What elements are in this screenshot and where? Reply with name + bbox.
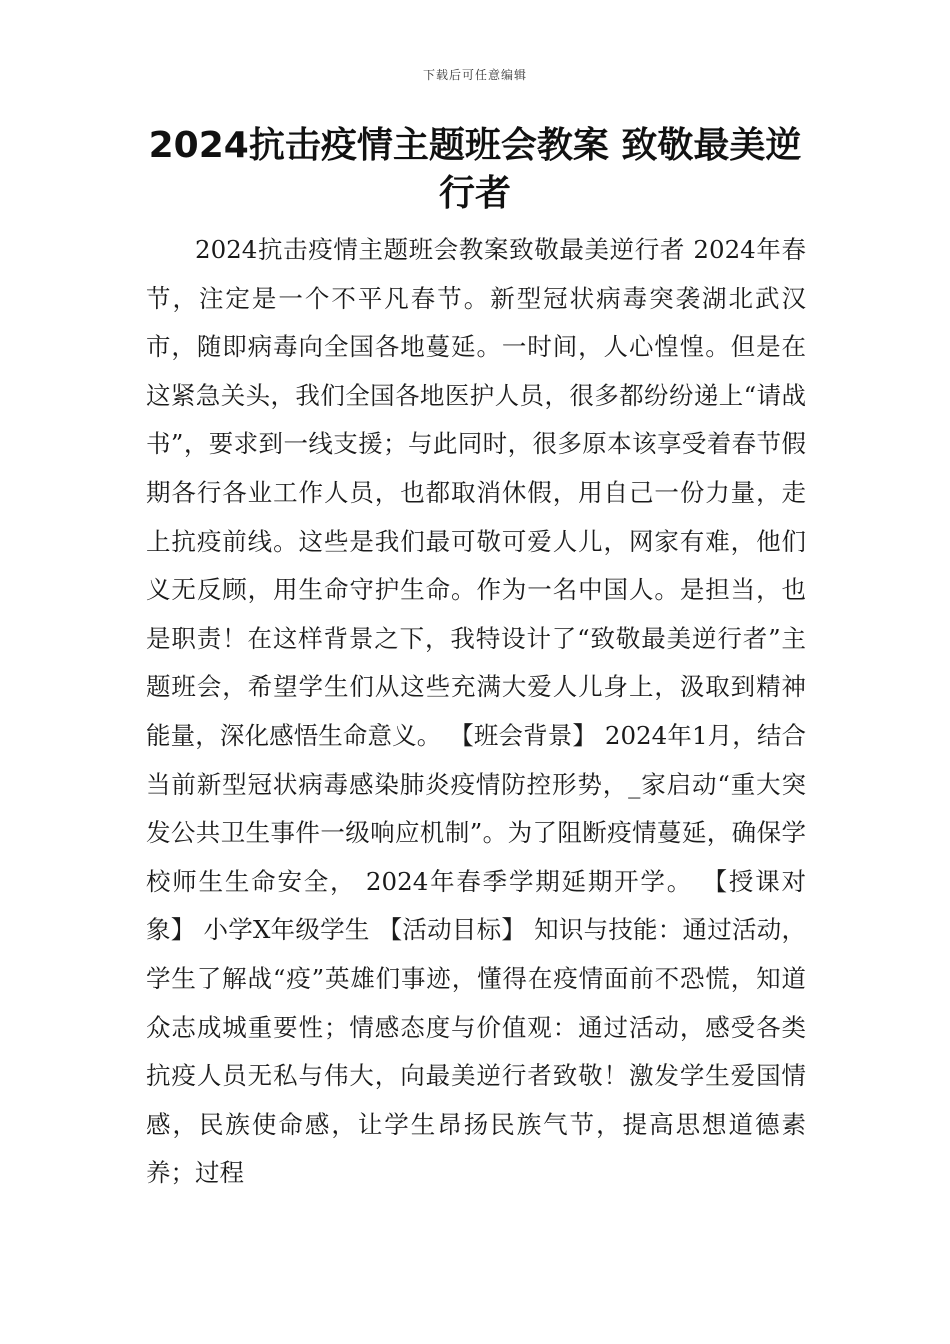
document-title: 2024抗击疫情主题班会教案 致敬最美逆行者 bbox=[148, 125, 802, 214]
header-note: 下载后可任意编辑 bbox=[422, 68, 527, 82]
document-body-paragraph: 2024抗击疫情主题班会教案致敬最美逆行者 2024年春节，注定是一个不平凡春节。新型冠状病毒突袭湖北武汉市，随即病毒向全国各地蔓延。一时间，人心惶惶。但是在这紧急关头，我们全国各地医护人员，很多都纷纷递上“请战书”，要求到一线支援；与此同时，很多原本该享受着春节假期各行各业工作人员，也都取消休假，用自己一份力量，走上抗疫前线。这些是我们最可敬可爱人儿，网家有难，他们义无反顾，用生命守护生命。作为一名中国人。是担当，也是职责！在这样背景之下，我特设计了“致敬最美逆行者”主题班会，希望学生们从这些充满大爱人儿身上，汲取到精神能量，深化感悟生命意义。 【班会背景】 2024年1月，结合当前新型冠状病毒感染肺炎疫情防控形势，_家启动“重大突发公共卫生事件一级响应机制”。为了阻断疫情蔓延，确保学校师生生命安全， 2024年春季学期延期开学。 【授课对象】 小学X年级学生 【活动目标】 知识与技能：通过活动，学生了解战“疫”英雄们事迹，懂得在疫情面前不恐慌，知道众志成城重要性；情感态度与价值观：通过活动，感受各类抗疫人员无私与伟大，向最美逆行者致敬！激发学生爱国情感，民族使命感，让学生昂扬民族气节，提高思想道德素养；过程 bbox=[146, 235, 806, 1188]
